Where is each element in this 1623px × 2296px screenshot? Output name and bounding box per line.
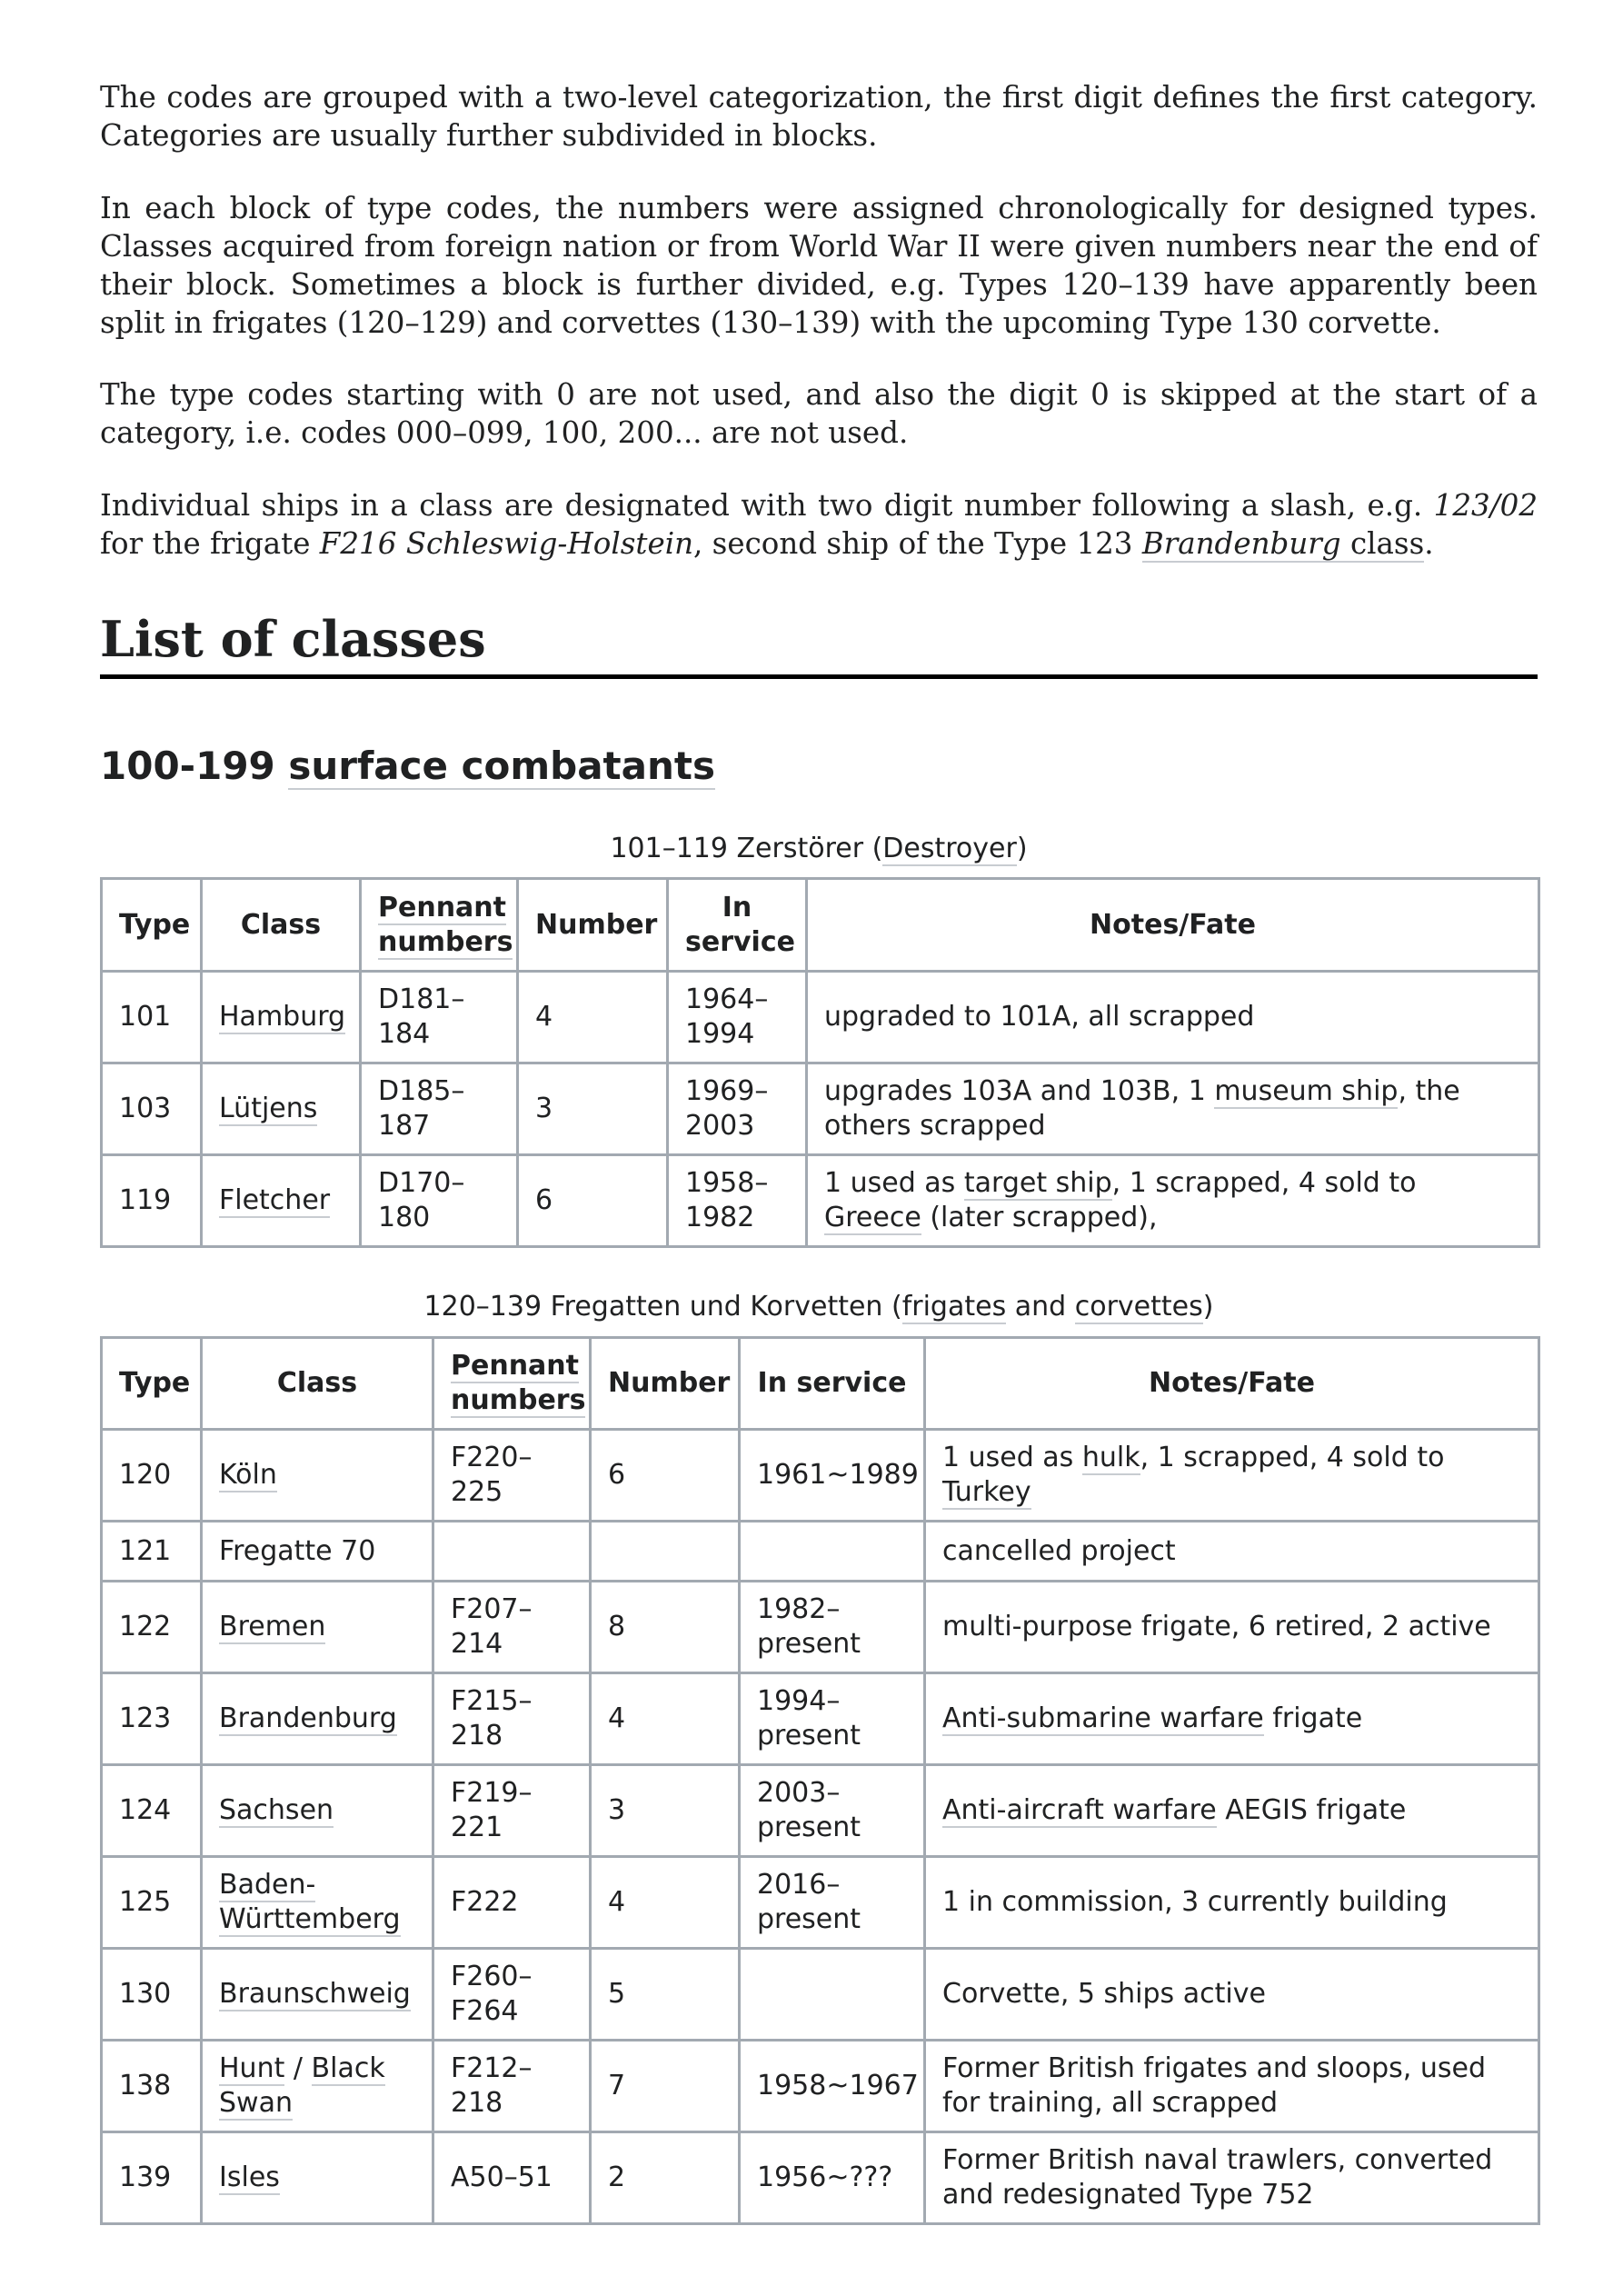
cell-notes	[807, 1155, 1539, 1247]
cell-notes	[925, 1582, 1539, 1673]
cell-type: 124	[102, 1765, 202, 1857]
cell-number: 4	[518, 972, 668, 1063]
cell-class	[202, 2132, 433, 2224]
class-link[interactable]: Bremen	[219, 1611, 326, 1642]
cell-notes	[925, 1765, 1539, 1857]
class-link[interactable]: Brandenburg	[219, 1702, 397, 1734]
frigates-corvettes-table	[100, 1336, 1540, 2225]
class-separator: /	[284, 2052, 312, 2084]
cell-notes	[807, 972, 1539, 1063]
paragraph-individual-ships	[100, 486, 1538, 563]
black-swan-class-link[interactable]: Black Swan	[219, 2052, 385, 2119]
cell-class	[202, 1857, 433, 1949]
destroyer-link[interactable]: Destroyer	[882, 833, 1017, 864]
cell-in-service: 1958~1967	[740, 2041, 925, 2132]
cell-pennant: D170–180	[361, 1155, 518, 1247]
cell-type: 101	[102, 972, 202, 1063]
cell-notes	[925, 1673, 1539, 1765]
notes-text: , 1 scrapped, 4 sold to	[1111, 1167, 1417, 1199]
table-row	[102, 1430, 1539, 1522]
cell-notes	[925, 2132, 1539, 2224]
caption-text: and	[1006, 1291, 1075, 1323]
paragraph-unused-codes: The type codes starting with 0 are not used, and also the digit 0 is skipped at the start of a category, i.e. codes 000–099, 100, 200... are not used.	[100, 377, 1538, 450]
cell-pennant: F215–218	[433, 1673, 591, 1765]
cell-class	[202, 1673, 433, 1765]
cell-type: 119	[102, 1155, 202, 1247]
text-span: , second ship of the Type 123	[693, 526, 1142, 561]
cell-class: Fregatte 70	[202, 1522, 433, 1582]
hunt-class-link[interactable]: Hunt	[219, 2052, 285, 2084]
table-row	[102, 1765, 1539, 1857]
cell-in-service: 1982–present	[740, 1582, 925, 1673]
notes-text: upgrades 103A and 103B, 1	[824, 1075, 1215, 1107]
table-row	[102, 2132, 1539, 2224]
cell-number: 3	[518, 1063, 668, 1155]
cell-in-service: 2003–present	[740, 1765, 925, 1857]
cell-number: 5	[591, 1949, 740, 2041]
class-link[interactable]: Baden-Württemberg	[219, 1869, 401, 1935]
cell-pennant: F207–214	[433, 1582, 591, 1673]
table-row	[102, 2041, 1539, 2132]
notes-text: cancelled project	[942, 1534, 1176, 1567]
cell-pennant: F212–218	[433, 2041, 591, 2132]
text-span: for the frigate	[100, 526, 320, 561]
cell-pennant: F222	[433, 1857, 591, 1949]
notes-text: AEGIS frigate	[1216, 1794, 1407, 1826]
cell-in-service	[740, 1949, 925, 2041]
turkey-link[interactable]: Turkey	[942, 1476, 1031, 1508]
brandenburg-class-link[interactable]	[1142, 526, 1424, 563]
italic-ship-designation: 123/02	[1433, 488, 1538, 523]
cell-class	[202, 972, 361, 1063]
destroyer-table-caption	[100, 831, 1538, 867]
anti-submarine-warfare-link[interactable]: Anti-submarine warfare	[942, 1702, 1264, 1734]
cell-in-service: 1961~1989	[740, 1430, 925, 1522]
target-ship-link[interactable]: target ship	[963, 1167, 1112, 1199]
notes-text: (later scrapped),	[921, 1202, 1158, 1233]
cell-pennant: D181–184	[361, 972, 518, 1063]
cell-type: 123	[102, 1673, 202, 1765]
italic-ship-name: F216 Schleswig-Holstein	[319, 526, 694, 561]
subsection-prefix: 100-199	[100, 744, 289, 788]
table-row	[102, 1949, 1539, 2041]
caption-end: )	[1016, 833, 1028, 864]
column-header-type: Type	[102, 1338, 202, 1430]
column-header-in-service: In service	[740, 1338, 925, 1430]
greece-link[interactable]: Greece	[824, 1202, 921, 1233]
cell-in-service: 1969–2003	[668, 1063, 807, 1155]
column-header-number: Number	[591, 1338, 740, 1430]
cell-in-service: 1958–1982	[668, 1155, 807, 1247]
subsection-title	[100, 741, 715, 792]
notes-text: multi-purpose frigate, 6 retired, 2 active	[942, 1611, 1491, 1642]
notes-text: upgraded to 101A, all scrapped	[824, 1001, 1255, 1033]
cell-number: 2	[591, 2132, 740, 2224]
link-text: class	[1340, 526, 1425, 561]
notes-text: Former British naval trawlers, converted and redesignated Type 752	[942, 2144, 1493, 2211]
cell-class	[202, 1949, 433, 2041]
table-header-row	[102, 1338, 1539, 1430]
table-row	[102, 1857, 1539, 1949]
hulk-link[interactable]: hulk	[1081, 1442, 1140, 1473]
cell-notes	[925, 1522, 1539, 1582]
column-header-pennant[interactable]	[361, 879, 518, 972]
text-span: .	[1424, 526, 1434, 561]
cell-class	[202, 2041, 433, 2132]
table-row	[102, 1155, 1539, 1247]
surface-combatants-link[interactable]: surface combatants	[288, 744, 715, 788]
pennant-numbers-link[interactable]: Pennant numbers	[378, 891, 513, 958]
cell-in-service: 1994–present	[740, 1673, 925, 1765]
cell-number: 6	[591, 1430, 740, 1522]
museum-ship-link[interactable]: museum ship	[1214, 1075, 1399, 1107]
column-header-in-service: In service	[668, 879, 807, 972]
column-header-notes: Notes/Fate	[807, 879, 1539, 972]
cell-in-service: 1964–1994	[668, 972, 807, 1063]
cell-notes	[925, 1857, 1539, 1949]
table-row	[102, 1522, 1539, 1582]
cell-class	[202, 1582, 433, 1673]
cell-notes	[925, 1430, 1539, 1522]
cell-pennant: F220–225	[433, 1430, 591, 1522]
notes-text: , the others scrapped	[824, 1075, 1460, 1142]
cell-type: 125	[102, 1857, 202, 1949]
cell-type: 138	[102, 2041, 202, 2132]
class-link[interactable]: Isles	[219, 2161, 280, 2193]
destroyer-table	[100, 877, 1540, 1248]
cell-pennant: A50–51	[433, 2132, 591, 2224]
cell-type: 130	[102, 1949, 202, 2041]
notes-text: , 1 scrapped, 4 sold to	[1140, 1442, 1445, 1473]
cell-class	[202, 1430, 433, 1522]
class-link[interactable]: Lütjens	[219, 1093, 318, 1124]
notes-text: Former British frigates and sloops, used for training, all scrapped	[942, 2052, 1487, 2119]
table-row	[102, 972, 1539, 1063]
caption-text: 101–119 Zerstörer (	[610, 833, 883, 864]
cell-pennant: D185–187	[361, 1063, 518, 1155]
column-header-pennant[interactable]	[433, 1338, 591, 1430]
cell-type: 120	[102, 1430, 202, 1522]
table-header-row	[102, 879, 1539, 972]
notes-text: 1 used as	[824, 1167, 964, 1199]
corvettes-link[interactable]: corvettes	[1074, 1291, 1203, 1323]
anti-aircraft-warfare-link[interactable]: Anti-aircraft warfare	[942, 1794, 1217, 1826]
class-link[interactable]: Sachsen	[219, 1794, 334, 1826]
cell-notes	[925, 2041, 1539, 2132]
notes-text: frigate	[1263, 1702, 1363, 1734]
paragraph-block-assignment: In each block of type codes, the numbers were assigned chronologically for designed types. Classes acquired from foreign nation or from World War II were given numbers near the end of their block. Sometimes a block is further divided, e.g. Types 120–139 have apparently been split in frigates (120–129) and corvettes (130–139) with the upcoming Type 130 corvette.	[100, 191, 1538, 340]
section-title: List of classes	[100, 607, 1538, 679]
cell-number: 3	[591, 1765, 740, 1857]
cell-class	[202, 1765, 433, 1857]
pennant-numbers-link[interactable]: Pennant numbers	[451, 1350, 586, 1416]
cell-number: 8	[591, 1582, 740, 1673]
cell-in-service: 2016–present	[740, 1857, 925, 1949]
table-row	[102, 1673, 1539, 1765]
column-header-number: Number	[518, 879, 668, 972]
class-link[interactable]: Braunschweig	[219, 1978, 411, 2010]
column-header-class: Class	[202, 1338, 433, 1430]
cell-notes	[807, 1063, 1539, 1155]
notes-text: 1 used as	[942, 1442, 1082, 1473]
cell-notes	[925, 1949, 1539, 2041]
notes-text: 1 in commission, 3 currently building	[942, 1886, 1448, 1918]
caption-text: 120–139 Fregatten und Korvetten (	[423, 1291, 902, 1323]
paragraph-categorization: The codes are grouped with a two-level categorization, the first digit defines the first category. Categories are usually further subdivided in blocks.	[100, 80, 1538, 153]
cell-type: 139	[102, 2132, 202, 2224]
cell-number: 6	[518, 1155, 668, 1247]
column-header-type: Type	[102, 879, 202, 972]
cell-number: 4	[591, 1857, 740, 1949]
class-link[interactable]: Hamburg	[219, 1001, 346, 1033]
frigates-link[interactable]: frigates	[901, 1291, 1007, 1323]
class-link[interactable]: Fletcher	[219, 1184, 331, 1216]
notes-text: Corvette, 5 ships active	[942, 1978, 1266, 2010]
class-link[interactable]: Köln	[219, 1459, 277, 1491]
cell-pennant	[433, 1522, 591, 1582]
table-row	[102, 1063, 1539, 1155]
cell-class	[202, 1155, 361, 1247]
cell-number: 4	[591, 1673, 740, 1765]
frigates-table-caption	[100, 1289, 1538, 1325]
cell-number	[591, 1522, 740, 1582]
cell-in-service	[740, 1522, 925, 1582]
table-row	[102, 1582, 1539, 1673]
column-header-notes: Notes/Fate	[925, 1338, 1539, 1430]
column-header-class: Class	[202, 879, 361, 972]
text-span: Individual ships in a class are designated with two digit number following a slash, e.g.	[100, 488, 1434, 523]
cell-number: 7	[591, 2041, 740, 2132]
cell-type: 122	[102, 1582, 202, 1673]
cell-pennant: F219–221	[433, 1765, 591, 1857]
cell-pennant: F260–F264	[433, 1949, 591, 2041]
cell-type: 103	[102, 1063, 202, 1155]
cell-class	[202, 1063, 361, 1155]
cell-in-service: 1956~???	[740, 2132, 925, 2224]
cell-type: 121	[102, 1522, 202, 1582]
caption-end: )	[1202, 1291, 1214, 1323]
italic-class-name: Brandenburg	[1141, 526, 1341, 561]
